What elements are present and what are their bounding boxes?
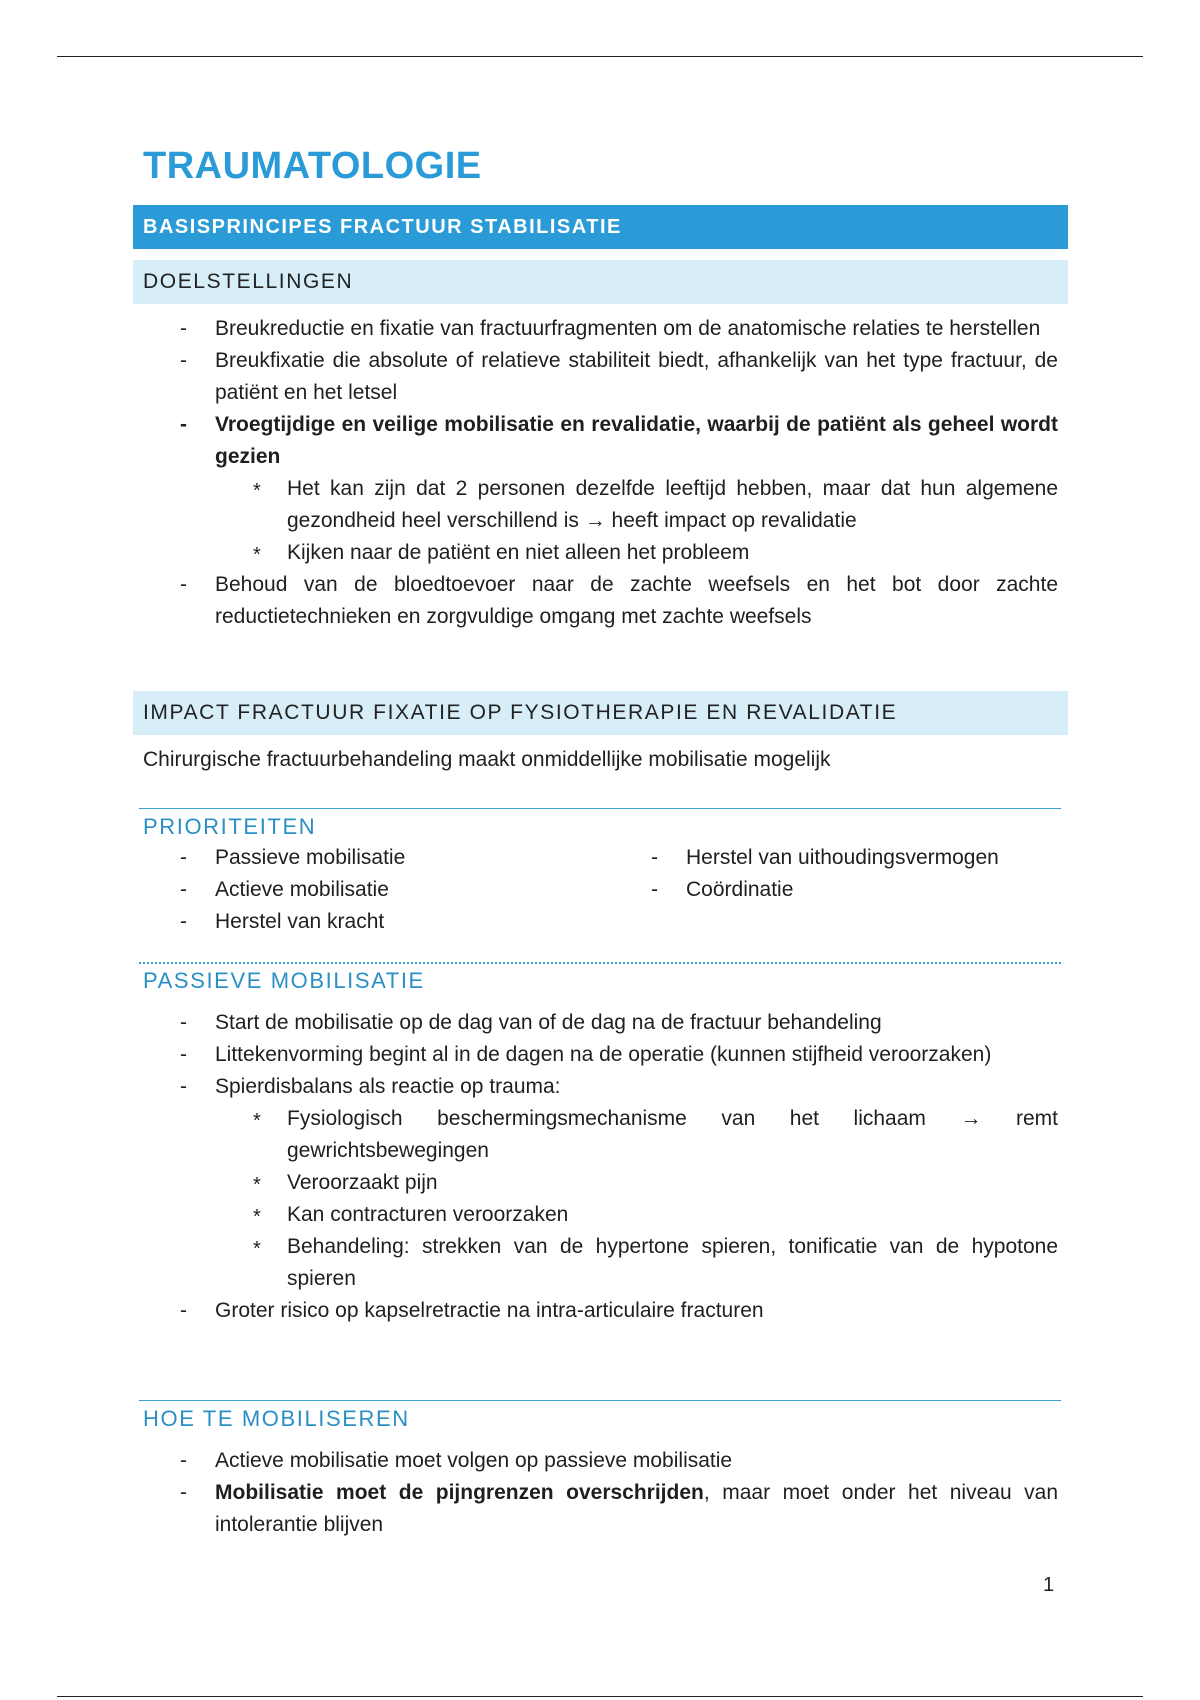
list-item [133, 1295, 1058, 1327]
list-item-text: Passieve mobilisatie [215, 846, 406, 869]
prioriteiten-list-left [133, 842, 603, 938]
list-item-text: , maar moet onder het niveau van intolerantie blijven [215, 1481, 1059, 1536]
prioriteiten-list-right [604, 842, 1064, 906]
list-item [133, 906, 603, 938]
list-item-bold-text: Mobilisatie moet de pijngrenzen overschrijden [215, 1481, 704, 1504]
page-number: 1 [1043, 1574, 1055, 1596]
list-item-text: Breukfixatie die absolute of relatieve stabiliteit biedt, afhankelijk van het type fractuur, de patiënt en het letsel [215, 349, 1058, 404]
list-item [133, 842, 603, 874]
sub-list-item [215, 537, 1058, 569]
list-item [133, 1445, 1058, 1477]
list-item-text: Herstel van kracht [215, 910, 385, 933]
list-item-text: Groter risico op kapselretractie na intra-articulaire fracturen [215, 1299, 764, 1322]
impact-text: Chirurgische fractuurbehandeling maakt onmiddellijke mobilisatie mogelijk [143, 748, 831, 771]
list-item-text: Vroegtijdige en veilige mobilisatie en revalidatie, waarbij de patiënt als geheel wordt gezien [215, 413, 1058, 468]
heading-passieve-mobilisatie: PASSIEVE MOBILISATIE [143, 968, 425, 993]
sub-list-item-text: Kan contracturen veroorzaken [287, 1203, 569, 1226]
heading-hoe-te-mobiliseren: HOE TE MOBILISEREN [143, 1406, 410, 1431]
sub-list-item-text: Het kan zijn dat 2 personen dezelfde leeftijd hebben, maar dat hun algemene gezondheid heel verschillend is → heeft impact op revalidatie [287, 477, 1058, 532]
list-item-text: Herstel van uithoudingsvermogen [686, 846, 999, 869]
list-item [133, 345, 1058, 409]
sub-list-item [215, 1103, 1058, 1167]
footer-rule [57, 1696, 1143, 1697]
list-item-text: Behoud van de bloedtoevoer naar de zachte weefsels en het bot door zachte reductietechnieken en zorgvuldige omgang met zachte weefsels [215, 573, 1058, 628]
dotted-divider [139, 962, 1061, 964]
list-item [133, 1039, 1058, 1071]
divider [139, 808, 1061, 809]
list-item [133, 313, 1058, 345]
heading-prioriteiten: PRIORITEITEN [143, 814, 317, 839]
hoe-list [133, 1445, 1058, 1541]
sub-list-item-text: Behandeling: strekken van de hypertone spieren, tonificatie van de hypotone spieren [287, 1235, 1058, 1290]
sub-list-item-text: Kijken naar de patiënt en niet alleen het probleem [287, 541, 750, 564]
divider [139, 1400, 1061, 1401]
list-item [133, 1477, 1058, 1541]
list-item [604, 874, 1064, 906]
doelstellingen-list [133, 313, 1058, 633]
sub-list-item-text: Veroorzaakt pijn [287, 1171, 438, 1194]
sub-list-item [215, 1167, 1058, 1199]
sub-list-item [215, 473, 1058, 537]
list-item [133, 874, 603, 906]
list-item-text: Start de mobilisatie op de dag van of de dag na de fractuur behandeling [215, 1011, 882, 1034]
list-item-text: Actieve mobilisatie moet volgen op passieve mobilisatie [215, 1449, 733, 1472]
passieve-list [133, 1007, 1058, 1327]
sub-list-item [215, 1231, 1058, 1295]
sub-list [215, 1103, 1058, 1295]
subsection-heading-impact: IMPACT FRACTUUR FIXATIE OP FYSIOTHERAPIE EN REVALIDATIE [133, 691, 1068, 735]
list-item [133, 1071, 1058, 1295]
sub-list [215, 473, 1058, 569]
list-item-text: Breukreductie en fixatie van fractuurfragmenten om de anatomische relaties te herstellen [215, 317, 1041, 340]
list-item-text: Spierdisbalans als reactie op trauma: [215, 1075, 561, 1098]
document-title: TRAUMATOLOGIE [143, 145, 482, 187]
sub-list-item-text: Fysiologisch beschermingsmechanisme van het lichaam → remt gewrichtsbewegingen [287, 1107, 1058, 1162]
list-item [133, 1007, 1058, 1039]
list-item-text: Actieve mobilisatie [215, 878, 389, 901]
list-item [133, 569, 1058, 633]
list-item [604, 842, 1064, 874]
subsection-heading-doelstellingen: DOELSTELLINGEN [133, 260, 1068, 304]
list-item [133, 409, 1058, 569]
list-item-text: Coördinatie [686, 878, 794, 901]
list-item-text: Littekenvorming begint al in de dagen na de operatie (kunnen stijfheid veroorzaken) [215, 1043, 992, 1066]
sub-list-item [215, 1199, 1058, 1231]
section-heading-basisprincipes: BASISPRINCIPES FRACTUUR STABILISATIE [133, 205, 1068, 249]
header-rule [57, 56, 1143, 57]
